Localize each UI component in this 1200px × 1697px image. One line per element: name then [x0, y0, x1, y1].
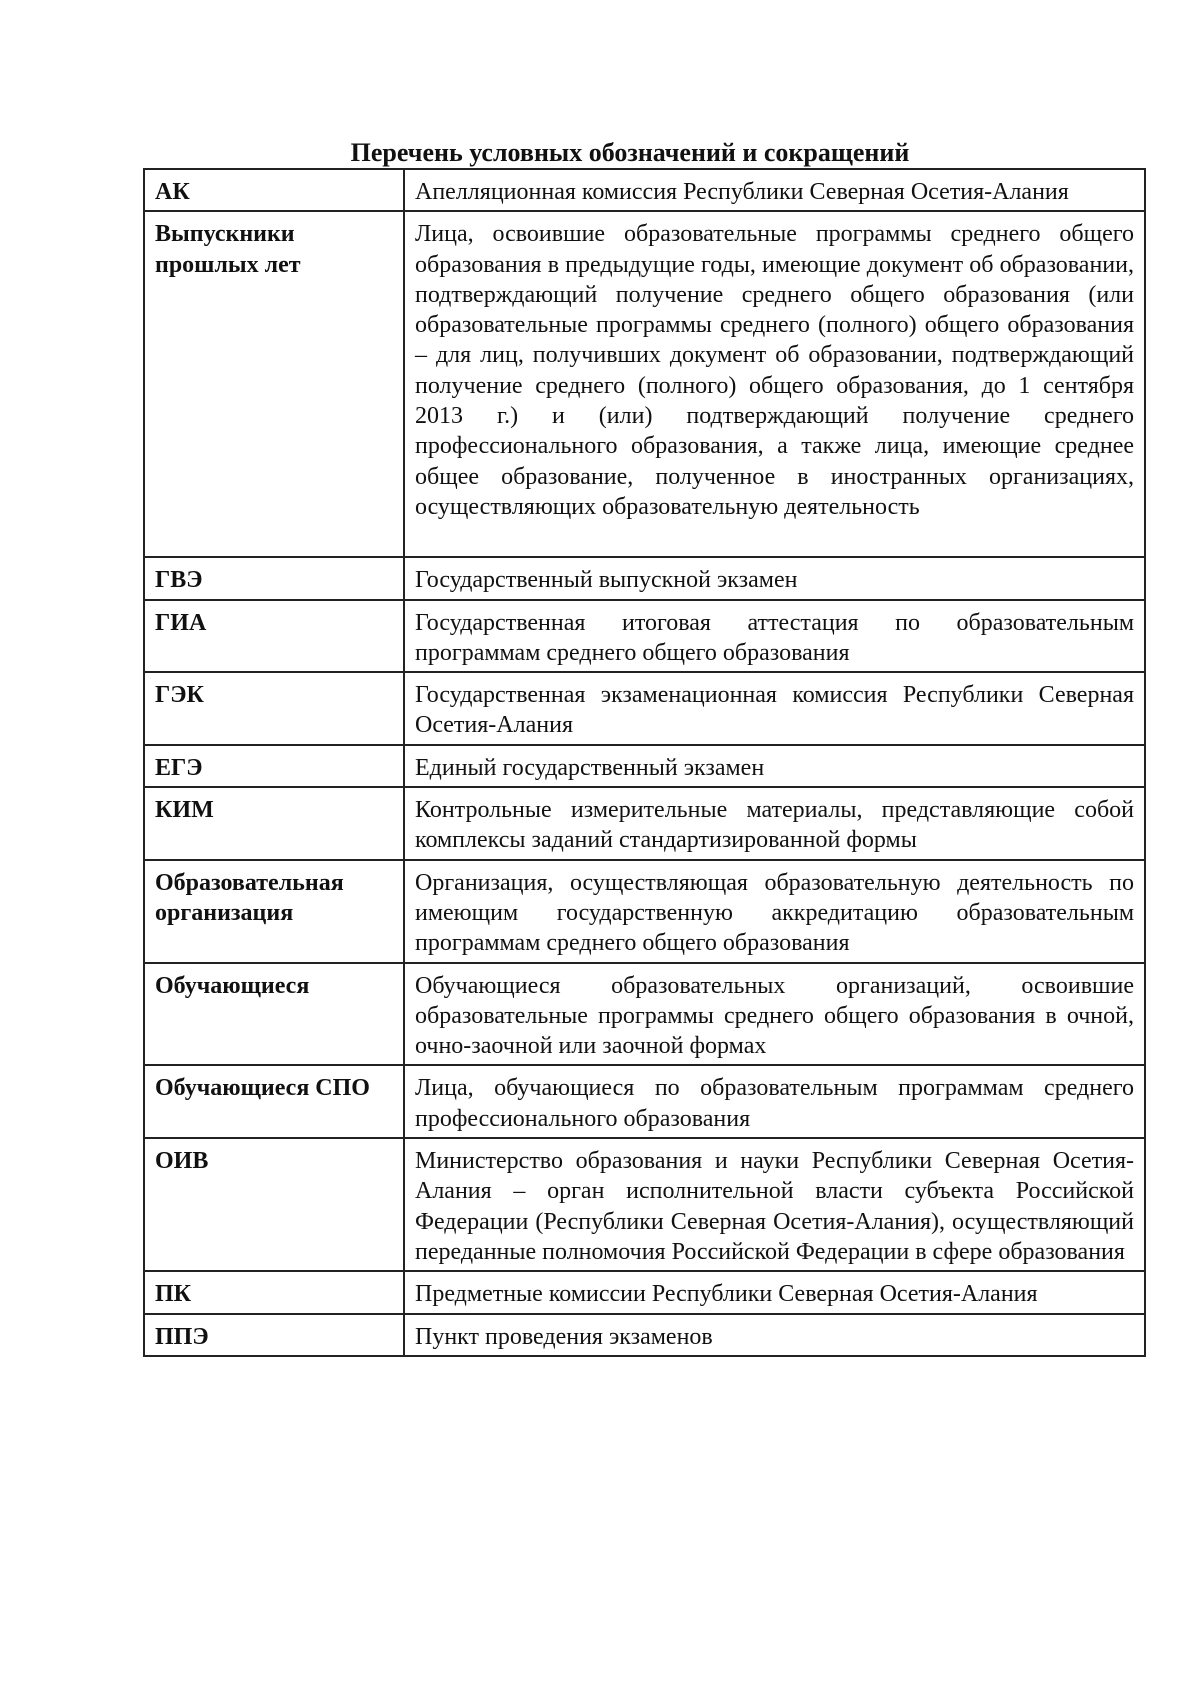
- abbreviation-definition: Пункт проведения экзаменов: [404, 1314, 1145, 1356]
- abbreviation-term: Образовательная организация: [144, 860, 404, 963]
- abbreviation-term: ОИВ: [144, 1138, 404, 1271]
- table-row: [144, 1065, 1145, 1138]
- table-row: [144, 557, 1145, 599]
- table-row: [144, 787, 1145, 860]
- table-row: [144, 169, 1145, 211]
- table-row: [144, 860, 1145, 963]
- table-row: [144, 211, 1145, 557]
- table-row: [144, 672, 1145, 745]
- abbreviation-term: АК: [144, 169, 404, 211]
- abbreviation-definition: Организация, осуществляющая образовательную деятельность по имеющим государственную аккредитацию образовательным программам среднего общего образования: [404, 860, 1145, 963]
- table-row: [144, 1271, 1145, 1313]
- table-row: [144, 745, 1145, 787]
- table-row: [144, 1314, 1145, 1356]
- abbreviation-definition: Контрольные измерительные материалы, представляющие собой комплексы заданий стандартизированной формы: [404, 787, 1145, 860]
- abbreviation-definition: Лица, обучающиеся по образовательным программам среднего профессионального образования: [404, 1065, 1145, 1138]
- abbreviation-definition: Единый государственный экзамен: [404, 745, 1145, 787]
- abbreviation-term: КИМ: [144, 787, 404, 860]
- table-row: [144, 600, 1145, 673]
- abbreviation-term: Обучающиеся СПО: [144, 1065, 404, 1138]
- page-title: Перечень условных обозначений и сокращений: [350, 138, 910, 167]
- abbreviation-term: Выпускники прошлых лет: [144, 211, 404, 557]
- abbreviation-definition: Обучающиеся образовательных организаций, освоившие образовательные программы среднего общего образования в очной, очно-заочной или заочной формах: [404, 963, 1145, 1066]
- abbreviation-definition: Государственная итоговая аттестация по образовательным программам среднего общего образования: [404, 600, 1145, 673]
- table-row: [144, 1138, 1145, 1271]
- abbreviation-term: ПК: [144, 1271, 404, 1313]
- abbreviation-term: ГЭК: [144, 672, 404, 745]
- abbreviation-definition: Предметные комиссии Республики Северная Осетия-Алания: [404, 1271, 1145, 1313]
- abbreviation-definition: Лица, освоившие образовательные программы среднего общего образования в предыдущие годы, имеющие документ об образовании, подтверждающий получение среднего общего образования (или образовательные программы среднего (полного) общего образования – для лиц, получивших документ об образовании, подтверждающий получение среднего (полного) общего образования, до 1 сентября 2013 г.) и (или) подтверждающий получение среднего профессионального образования, а также лица, имеющие среднее общее образование, полученное в иностранных организациях, осуществляющих образовательную деятельность: [404, 211, 1145, 557]
- table-row: [144, 963, 1145, 1066]
- abbreviation-term: ЕГЭ: [144, 745, 404, 787]
- abbreviation-term: ГВЭ: [144, 557, 404, 599]
- abbreviation-term: ППЭ: [144, 1314, 404, 1356]
- abbreviation-term: Обучающиеся: [144, 963, 404, 1066]
- abbreviation-term: ГИА: [144, 600, 404, 673]
- abbreviation-definition: Государственная экзаменационная комиссия Республики Северная Осетия-Алания: [404, 672, 1145, 745]
- abbreviations-table: [143, 168, 1146, 1357]
- abbreviation-definition: Государственный выпускной экзамен: [404, 557, 1145, 599]
- abbreviation-definition: Апелляционная комиссия Республики Северная Осетия-Алания: [404, 169, 1145, 211]
- abbreviation-definition: Министерство образования и науки Республики Северная Осетия-Алания – орган исполнительной власти субъекта Российской Федерации (Республики Северная Осетия-Алания), осуществляющий переданные полномочия Российской Федерации в сфере образования: [404, 1138, 1145, 1271]
